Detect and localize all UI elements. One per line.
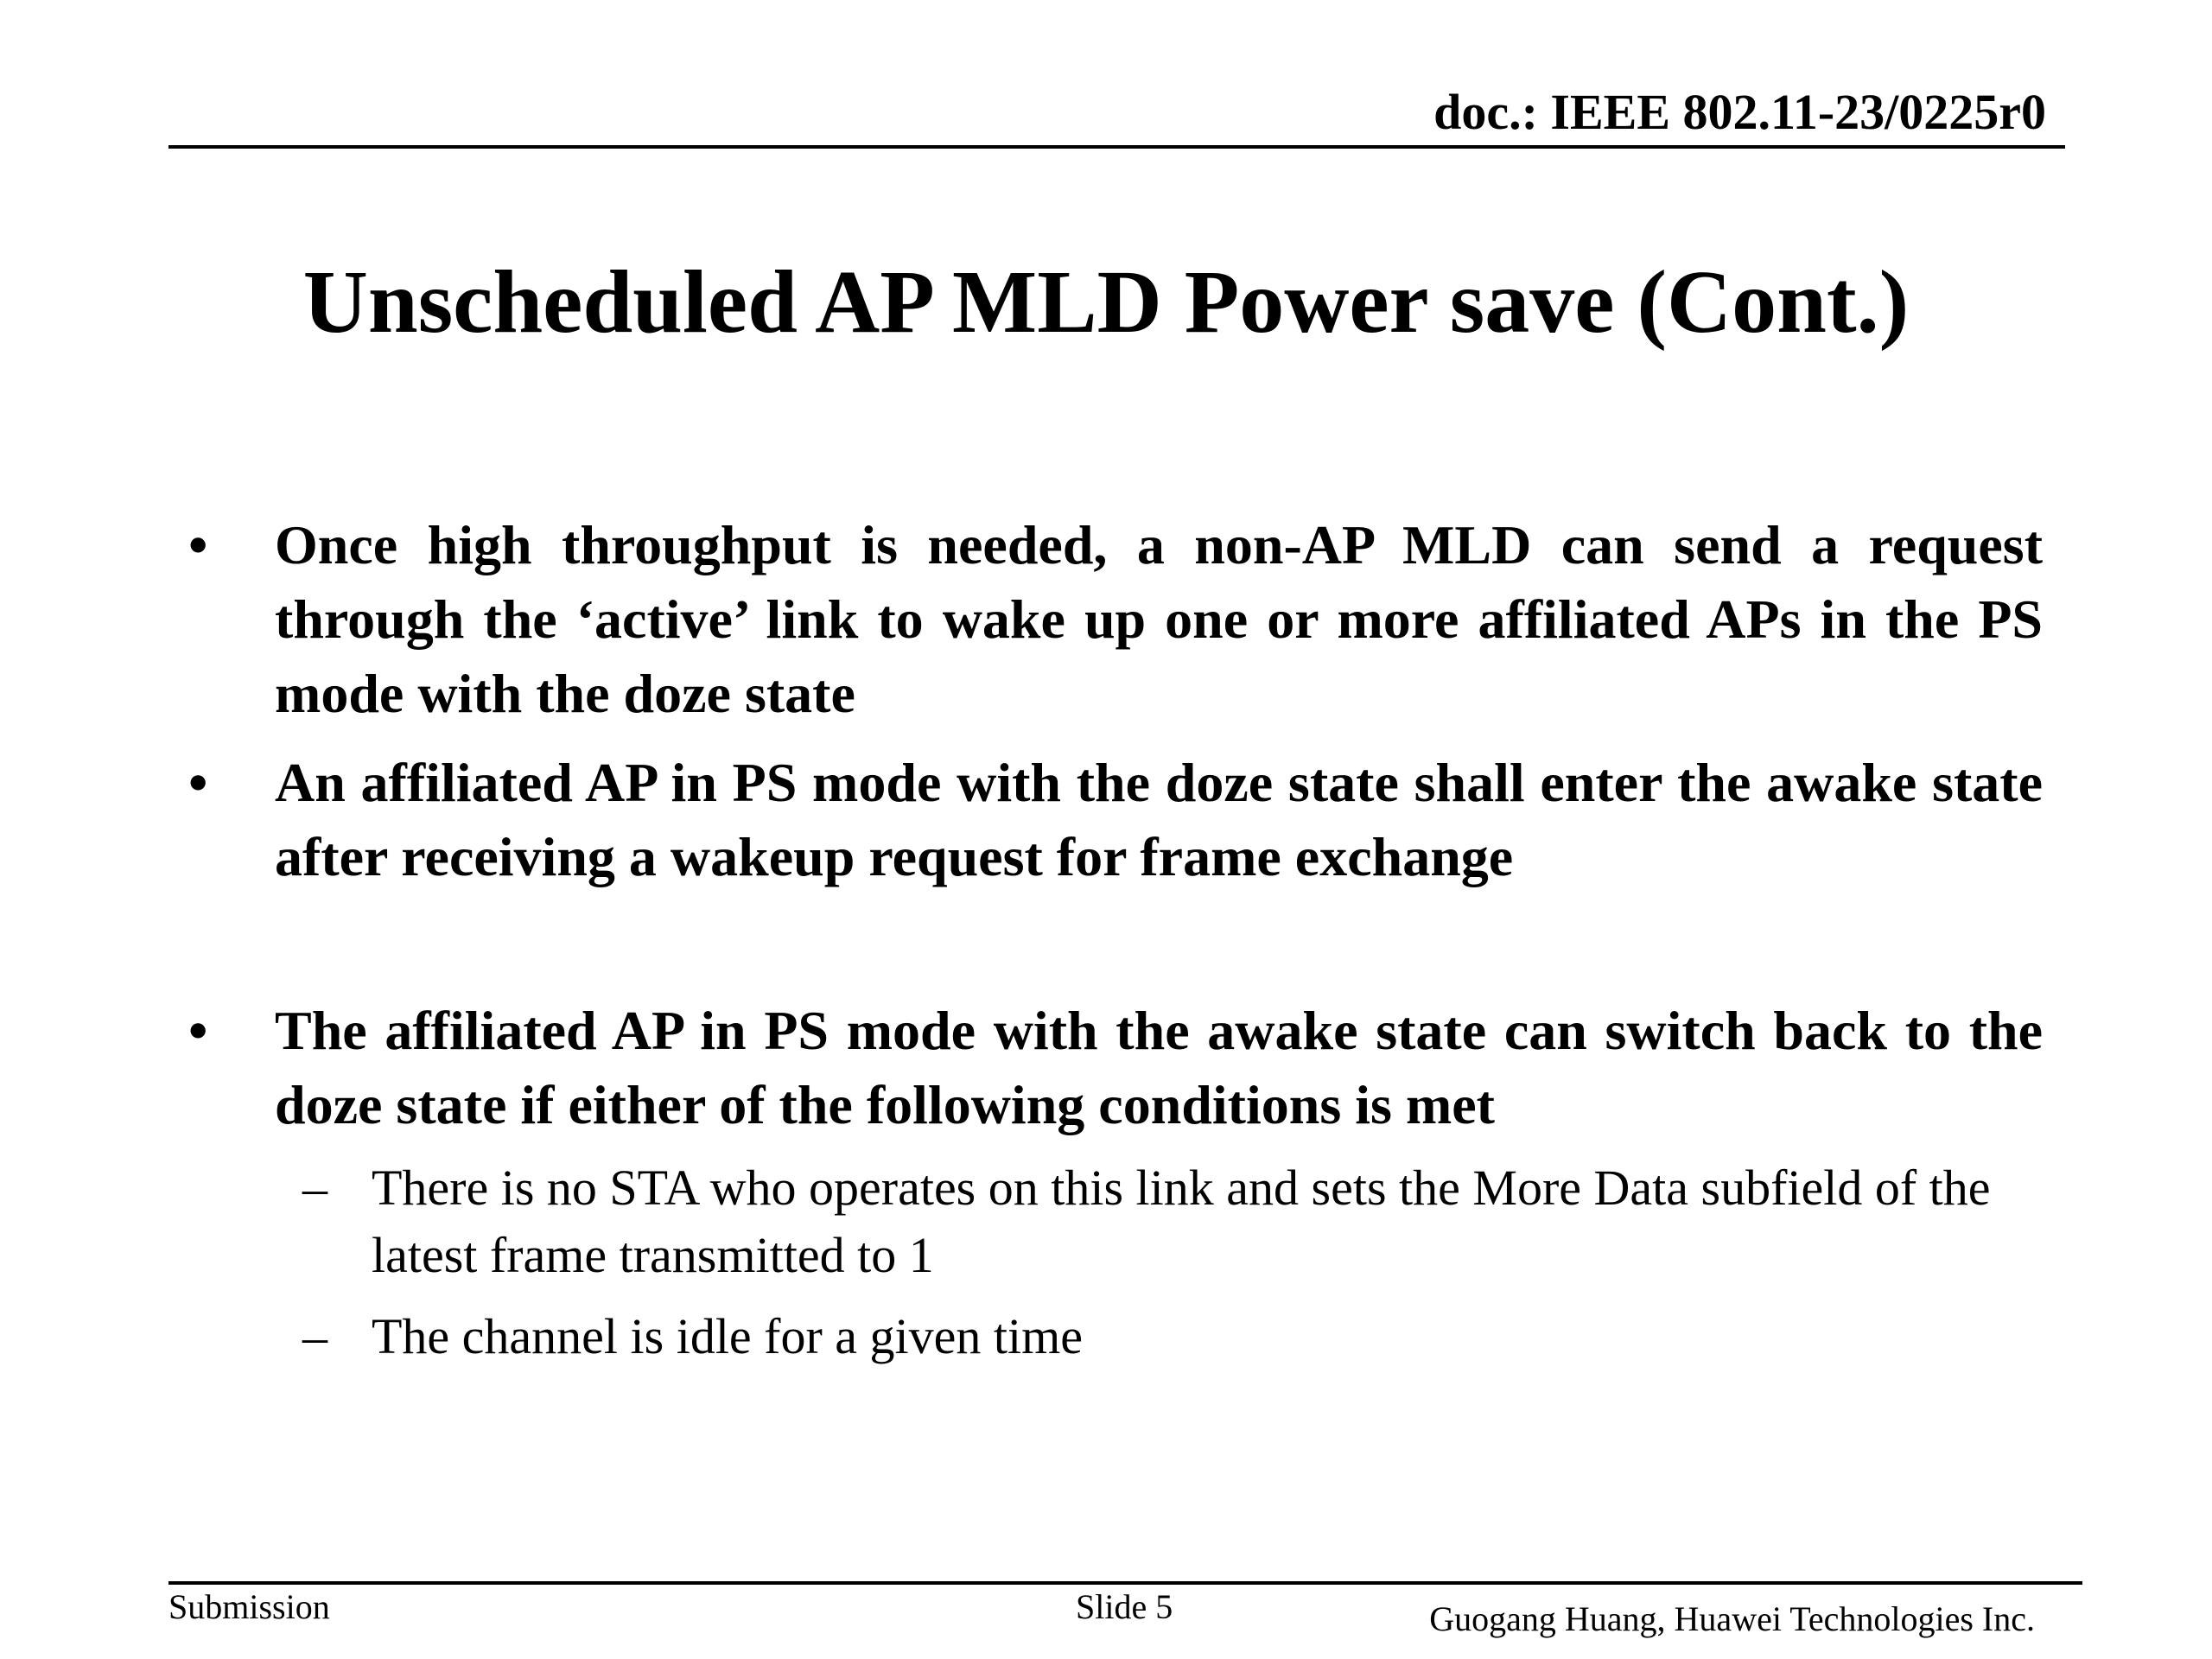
slide-title: Unscheduled AP MLD Power save (Cont.) — [302, 252, 1910, 352]
footer-author: Guogang Huang, Huawei Technologies Inc. — [1429, 1599, 2035, 1638]
subbullet-item-2: The channel is idle for a given time — [372, 1308, 1083, 1364]
document-id: doc.: IEEE 802.11-23/0225r0 — [1433, 84, 2046, 140]
bullet-item-3: The affiliated AP in PS mode with the awake state can switch back to the doze state if either of the following conditions is met — [275, 1000, 2043, 1135]
header-divider — [168, 145, 2065, 149]
subbullet-marker: – — [302, 1160, 327, 1216]
footer-divider — [168, 1581, 2082, 1585]
subbullet-marker: – — [302, 1308, 327, 1364]
subbullet-item-1: There is no STA who operates on this link and sets the More Data subfield of the latest frame transmitted to 1 — [372, 1160, 1991, 1283]
bullet-marker: • — [188, 752, 208, 813]
bullet-item-1: Once high throughput is needed, a non-AP MLD can send a request through the ‘active’ link to wake up one or more affiliated APs in the PS mode with the doze state — [275, 514, 2043, 724]
footer-submission: Submission — [168, 1587, 330, 1626]
footer-slide-number: Slide 5 — [1076, 1587, 1173, 1626]
bullet-marker: • — [188, 1000, 208, 1061]
bullet-item-2: An affiliated AP in PS mode with the doze state shall enter the awake state after receiving a wakeup request for frame exchange — [275, 752, 2043, 887]
bullet-marker: • — [188, 514, 208, 575]
